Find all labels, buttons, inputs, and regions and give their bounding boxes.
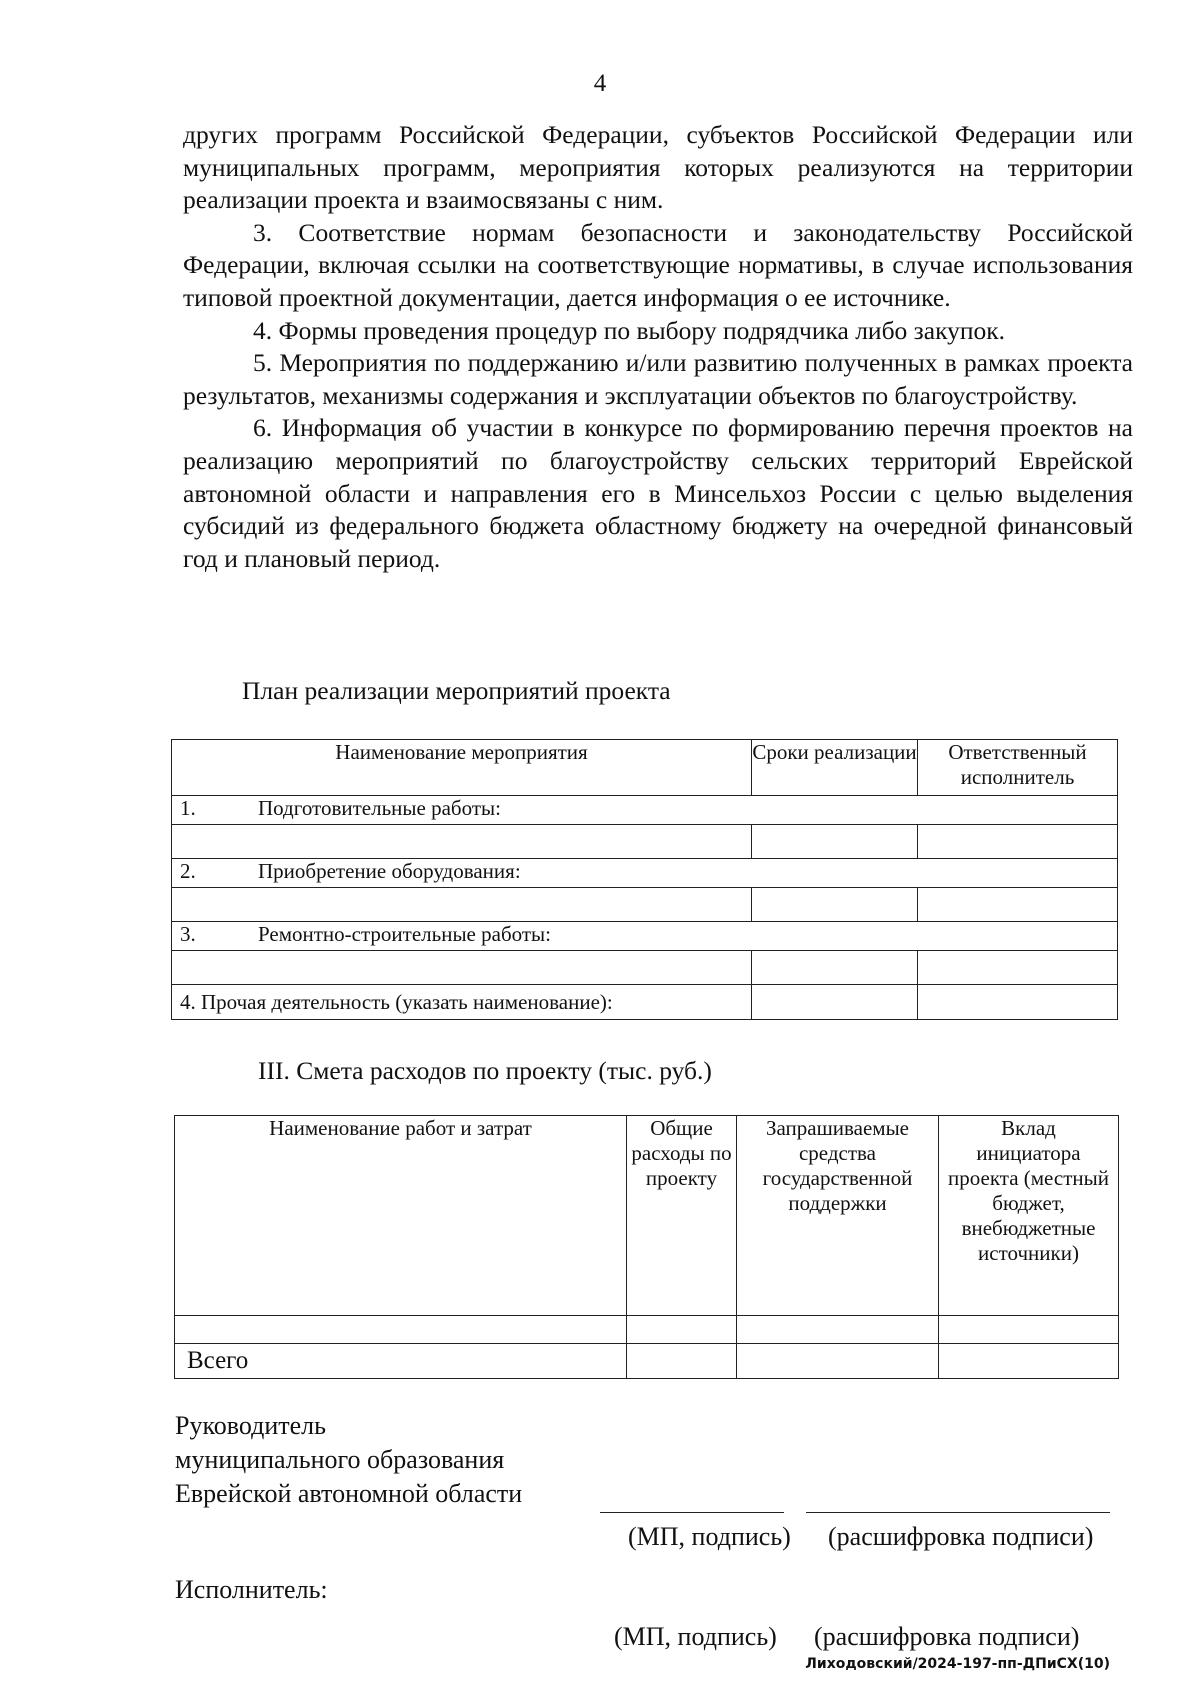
body-text [183, 119, 1133, 575]
section-number: 2. [180, 859, 196, 883]
signature-head-line3: Еврейской автономной области [175, 1479, 523, 1508]
page-number: 4 [593, 70, 607, 97]
plan-header-row [172, 740, 1118, 796]
budget-header-requested: Запрашиваемые средства государственной поддержки [737, 1116, 939, 1316]
plan-section-row [172, 796, 1118, 825]
budget-header-name: Наименование работ и затрат [175, 1116, 627, 1316]
budget-table [174, 1115, 1119, 1379]
plan-table [171, 739, 1118, 1020]
budget-title: III. Смета расходов по проекту (тыс. руб.) [258, 1056, 712, 1085]
plan-other-row [172, 985, 1118, 1020]
plan-empty-row [172, 951, 1118, 985]
budget-header-total: Общие расходы по проекту [627, 1116, 737, 1316]
budget-total-row [175, 1344, 1119, 1379]
decode-label-executor: (расшифровка подписи) [814, 1622, 1080, 1651]
budget-total-label: Всего [175, 1344, 627, 1379]
budget-empty-row [175, 1316, 1119, 1344]
plan-title: План реализации мероприятий проекта [242, 676, 671, 705]
paragraph-6: 6. Информация об участии в конкурсе по формированию перечня проектов на реализацию мероприятий по благоустройству сельских территорий Еврейской автономной области и направления его в Минсельхоз России с целью выделения субсидий из федерального бюджета областному бюджету на очередной финансовый год и плановый период. [183, 413, 1133, 573]
signature-line [600, 1512, 784, 1513]
paragraph-4: 4. Формы проведения процедур по выбору подрядчика либо закупок. [253, 315, 1006, 345]
mp-sign-label: (МП, подпись) [628, 1522, 791, 1551]
signature-head-line1: Руководитель [175, 1411, 326, 1440]
section-number: 3. [180, 922, 196, 946]
budget-header-contribution: Вклад инициатора проекта (местный бюджет, внебюджетные источники) [939, 1116, 1119, 1316]
section-label: Ремонтно-строительные работы: [258, 922, 551, 946]
section-label: Приобретение оборудования: [258, 859, 521, 883]
section-label: Подготовительные работы: [258, 796, 501, 820]
executor-label: Исполнитель: [175, 1575, 328, 1604]
paragraph-continuation: других программ Российской Федерации, субъектов Российской Федерации или муниципальных программ, мероприятия которых реализуются на территории реализации проекта и взаимосвязаны с ним. [183, 120, 1133, 215]
budget-header-row [175, 1116, 1119, 1316]
signature-head-line2: муниципального образования [175, 1445, 505, 1474]
plan-header-name: Наименование мероприятия [172, 740, 752, 796]
decode-line [806, 1512, 1110, 1513]
plan-section-row [172, 922, 1118, 951]
paragraph-5: 5. Мероприятия по поддержанию и/или развитию полученных в рамках проекта результатов, механизмы содержания и эксплуатации объектов по благоустройству. [183, 348, 1133, 410]
decode-label: (расшифровка подписи) [828, 1522, 1094, 1551]
section-number: 1. [180, 796, 196, 820]
paragraph-3: 3. Соответствие нормам безопасности и законодательству Российской Федерации, включая ссылки на соответствующие нормативы, в случае использования типовой проектной документации, дается информация о ее источнике. [183, 217, 1133, 312]
plan-section-row [172, 859, 1118, 888]
plan-header-term: Сроки реализации [752, 740, 918, 796]
plan-header-responsible: Ответственный исполнитель [918, 740, 1118, 796]
document-footer: Лиходовский/2024-197-пп-ДПиСХ(10) [805, 1656, 1110, 1672]
plan-empty-row [172, 888, 1118, 922]
section-label: 4. Прочая деятельность (указать наименование): [172, 985, 752, 1020]
mp-sign-label-executor: (МП, подпись) [614, 1622, 777, 1651]
plan-empty-row [172, 825, 1118, 859]
